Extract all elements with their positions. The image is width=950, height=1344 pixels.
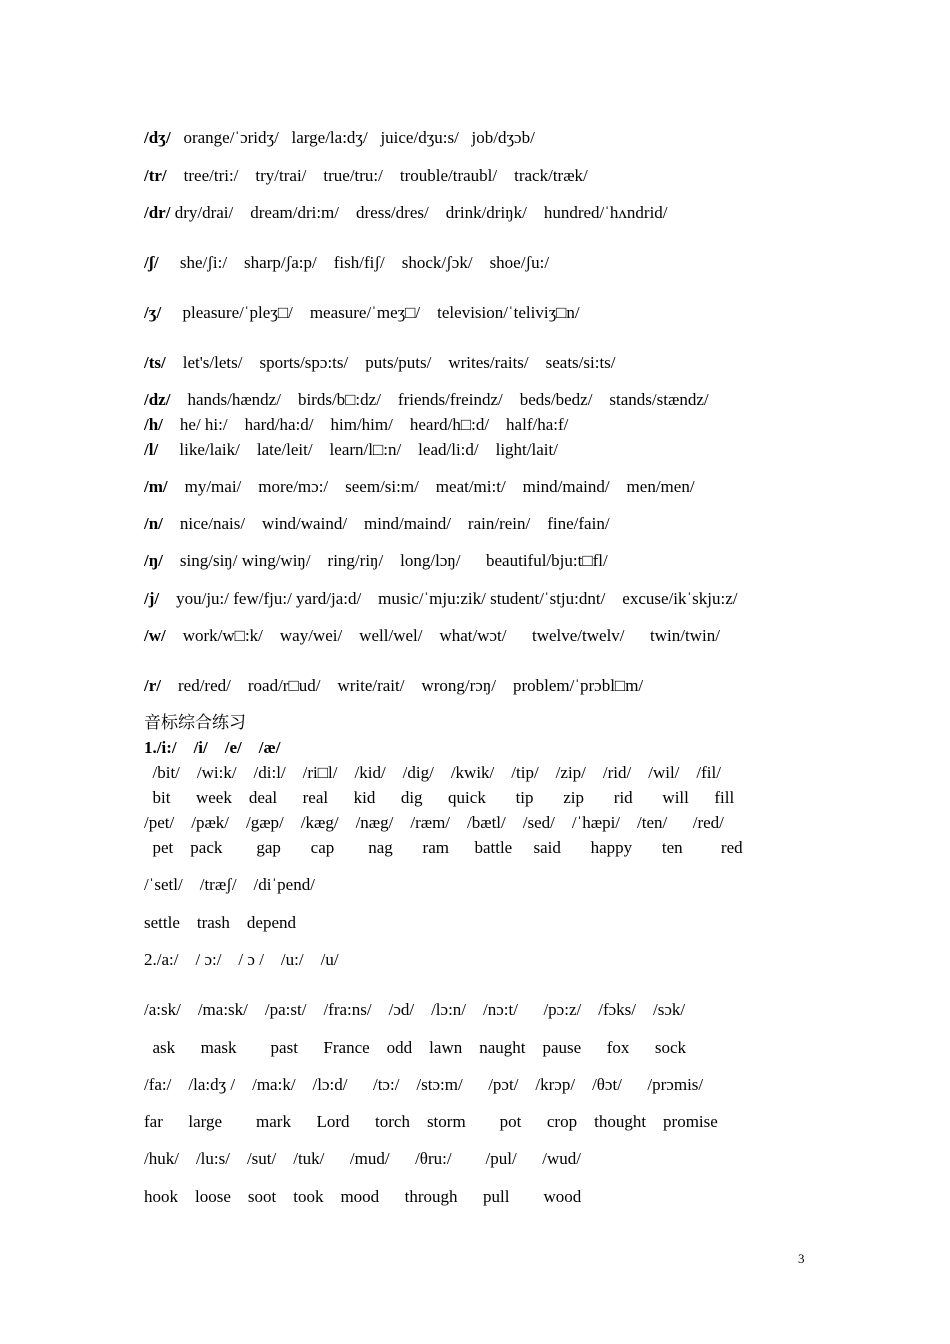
- sound-label: /j/: [144, 589, 160, 608]
- phonetic-line-ts: [144, 353, 616, 373]
- example-words: red/red/ road/r□ud/ write/rait/ wrong/rɔŋ/ problem/ˈprɔbl□m/: [161, 676, 644, 695]
- sound-label: /ts/: [144, 353, 166, 372]
- example-words: work/w□:k/ way/wei/ well/wel/ what/wɔt/ twelve/twelv/ twin/twin/: [165, 626, 720, 645]
- section-2-row: ask mask past France odd lawn naught pause fox sock: [144, 1038, 687, 1057]
- example-words: hands/hændz/ birds/b□:dz/ friends/freindz/ beds/bedz/ stands/stændz/: [170, 390, 709, 409]
- phonetic-line-r: [144, 676, 643, 696]
- section-1-row: bit week deal real kid dig quick tip zip rid will fill: [144, 788, 735, 807]
- phonetic-line-ʒ: [144, 303, 580, 323]
- section-2-head: 2./a:/ / ɔ:/ / ɔ / /u:/ /u/: [144, 950, 339, 969]
- example-words: sing/siŋ/ wing/wiŋ/ ring/riŋ/ long/lɔŋ/ beautiful/bju:t□fl/: [162, 551, 608, 570]
- sound-label: /dz/: [144, 390, 171, 409]
- example-words: like/laik/ late/leit/ learn/l□:n/ lead/li:d/ light/lait/: [158, 440, 558, 459]
- phonetic-line-m: [144, 477, 695, 497]
- phonetic-line-tr: [144, 166, 588, 186]
- example-words: orange/ˈɔridʒ/ large/la:dʒ/ juice/dʒu:s/ job/dʒɔb/: [170, 128, 535, 147]
- section-1-head: 1./i:/ /i/ /e/ /æ/: [144, 738, 281, 757]
- section-2-row: /a:sk/ /ma:sk/ /pa:st/ /fra:ns/ /ɔd/ /lɔ:n/ /nɔ:t/ /pɔ:z/ /fɔks/ /sɔk/: [144, 1000, 686, 1019]
- section-1-row: /bit/ /wi:k/ /di:l/ /ri□l/ /kid/ /dig/ /kwik/ /tip/ /zip/ /rid/ /wil/ /fil/: [144, 763, 721, 782]
- example-words: dry/drai/ dream/dri:m/ dress/dres/ drink/driŋk/ hundred/ˈhʌndrid/: [170, 203, 668, 222]
- sound-label: /tr/: [144, 166, 167, 185]
- practice-heading: 音标综合练习: [144, 713, 246, 733]
- phonetic-line-l: [144, 440, 558, 460]
- section-2-row: hook loose soot took mood through pull wood: [144, 1187, 582, 1206]
- example-words: you/ju:/ few/fju:/ yard/ja:d/ music/ˈmju:zik/ student/ˈstju:dnt/ excuse/ikˈskju:z/: [159, 589, 738, 608]
- phonetic-line-dʒ: [144, 128, 535, 148]
- example-words: let's/lets/ sports/spɔ:ts/ puts/puts/ writes/raits/ seats/si:ts/: [165, 353, 616, 372]
- sound-label: /dʒ/: [144, 128, 171, 147]
- sound-label: /w/: [144, 626, 166, 645]
- phonetic-line-dz: [144, 390, 709, 410]
- section-1-row: /pet/ /pæk/ /gæp/ /kæg/ /næg/ /ræm/ /bætl/ /sed/ /ˈhæpi/ /ten/ /red/: [144, 813, 724, 832]
- phonetic-line-j: [144, 589, 738, 609]
- example-words: he/ hi:/ hard/ha:d/ him/him/ heard/h□:d/ half/ha:f/: [162, 415, 569, 434]
- phonetic-line-ŋ: [144, 551, 608, 571]
- page-number: 3: [798, 1251, 805, 1266]
- section-1-row: /ˈsetl/ /træʃ/ /diˈpend/: [144, 875, 315, 894]
- phonetic-line-w: [144, 626, 720, 646]
- example-words: she/ʃi:/ sharp/ʃa:p/ fish/fiʃ/ shock/ʃɔk/ shoe/ʃu:/: [158, 253, 550, 272]
- phonetic-line-dr: [144, 203, 668, 223]
- section-2-row: /huk/ /lu:s/ /sut/ /tuk/ /mud/ /θru:/ /pul/ /wud/: [144, 1149, 581, 1168]
- phonetic-line-h: [144, 415, 568, 435]
- sound-label: /l/: [144, 440, 159, 459]
- example-words: nice/nais/ wind/waind/ mind/maind/ rain/rein/ fine/fain/: [162, 514, 610, 533]
- section-2-row: /fa:/ /la:dʒ / /ma:k/ /lɔ:d/ /tɔ:/ /stɔ:m/ /pɔt/ /krɔp/ /θɔt/ /prɔmis/: [144, 1075, 704, 1094]
- sound-label: /ʃ/: [144, 253, 159, 272]
- example-words: my/mai/ more/mɔ:/ seem/si:m/ meat/mi:t/ mind/maind/ men/men/: [167, 477, 695, 496]
- sound-label: /r/: [144, 676, 161, 695]
- section-2-row: far large mark Lord torch storm pot crop thought promise: [144, 1112, 718, 1131]
- example-words: tree/tri:/ try/trai/ true/tru:/ trouble/traubl/ track/træk/: [166, 166, 588, 185]
- example-words: pleasure/ˈpleʒ□/ measure/ˈmeʒ□/ television/ˈteliviʒ□n/: [161, 303, 580, 322]
- sound-label: /h/: [144, 415, 163, 434]
- section-1-row: pet pack gap cap nag ram battle said happy ten red: [144, 838, 743, 857]
- phonetic-line-ʃ: [144, 253, 549, 273]
- phonetic-line-n: [144, 514, 610, 534]
- sound-label: /ʒ/: [144, 303, 162, 322]
- sound-label: /dr/: [144, 203, 171, 222]
- section-1-row: settle trash depend: [144, 913, 297, 932]
- sound-label: /ŋ/: [144, 551, 163, 570]
- sound-label: /n/: [144, 514, 163, 533]
- sound-label: /m/: [144, 477, 168, 496]
